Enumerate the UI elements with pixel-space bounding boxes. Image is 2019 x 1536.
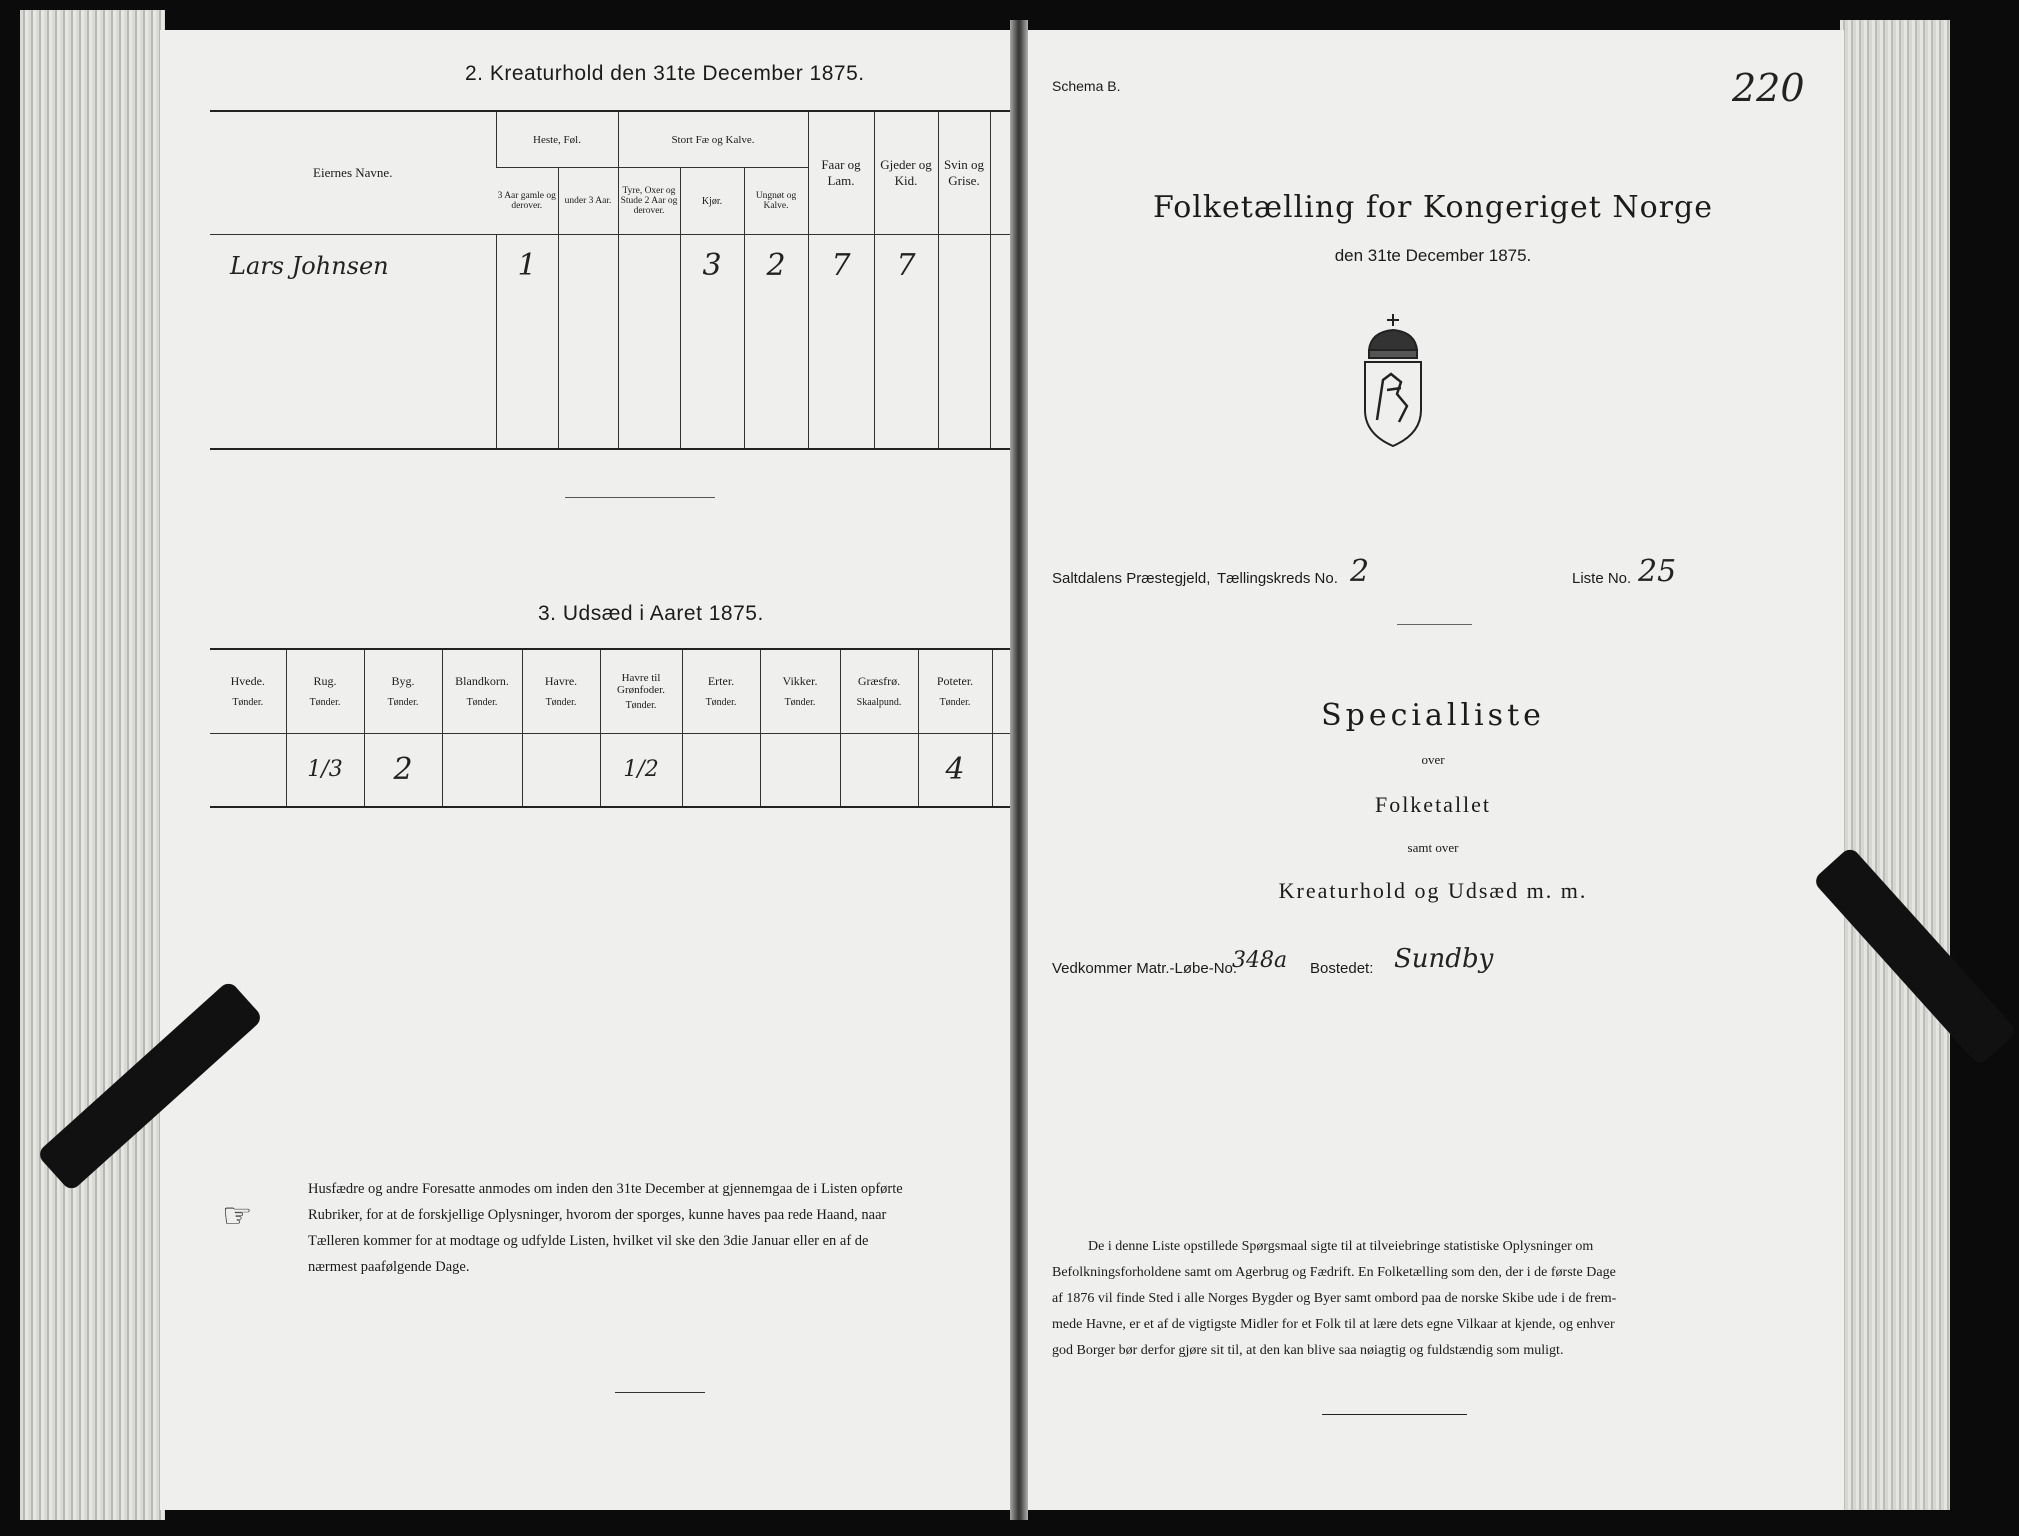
livestock-bottom-rule (210, 448, 1080, 450)
notice-line-1: Husfædre og andre Foresatte anmodes om inden den 31te December at gjennemgaa de i Listen opførte (308, 1181, 903, 1197)
norway-coat-of-arms-icon (1357, 310, 1429, 450)
seed-grass-seed-value (840, 733, 918, 806)
footer-line-3: af 1876 vil finde Sted i alle Norges Bygder og Byer samt ombord paa de norske Skibe ude i de frem- (1052, 1291, 1617, 1306)
footer-line-2: Befolkningsforholdene samt om Agerbrug og Fædrift. En Folketælling som den, der i de første Dage (1052, 1265, 1616, 1280)
col-horses-young: under 3 Aar. (558, 168, 618, 235)
seed-rye-value: 1/3 (286, 733, 364, 806)
schema-label: Schema B. (1052, 78, 1121, 94)
seed-barley-value: 2 (364, 733, 442, 806)
col-horses-old: 3 Aar gamle og derover. (497, 191, 556, 211)
page-number: 220 (1732, 66, 1805, 110)
census-date: den 31te December 1875. (1334, 246, 1532, 265)
livestock-table (210, 112, 1080, 448)
notice-line-4: nærmest paafølgende Dage. (308, 1259, 470, 1275)
liste-label: Liste No. (1572, 570, 1632, 587)
col-pigs: Svin og Grise. (938, 112, 990, 234)
kreaturhold-heading: Kreaturhold og Udsæd m. m. (1278, 878, 1588, 903)
seed-peas-value (682, 733, 760, 806)
footer-line-1: De i denne Liste opstillede Spørgsmaal sigte til at tilveiebringe statistiske Oplysninger om (1088, 1239, 1594, 1254)
seed-potatoes-value: 4 (918, 733, 992, 806)
livestock-young-cattle-value: 2 (744, 234, 808, 296)
livestock-goats-value: 7 (874, 234, 938, 296)
book-gutter (1010, 20, 1028, 1520)
bosted-value: Sundby (1394, 944, 1494, 974)
seed-col-wheat: Hvede. Tønder. (230, 674, 265, 709)
col-goats: Gjeder og Kid. (874, 112, 938, 234)
seed-col-peas: Erter. Tønder. (682, 650, 760, 733)
footer-rule (1322, 1414, 1467, 1415)
bosted-label: Bostedet: (1310, 960, 1374, 977)
end-rule (615, 1392, 705, 1393)
folketallet-heading: Folketallet (1374, 792, 1492, 817)
specialliste-title: Specialliste (1321, 698, 1545, 733)
seed-oats-value (522, 733, 600, 806)
seed-col-oats: Havre. Tønder. (522, 650, 600, 733)
livestock-cows-value: 3 (680, 234, 744, 296)
livestock-owner-value: Lars Johnsen (230, 251, 389, 280)
section-divider (565, 497, 715, 498)
col-cattle-bulls: Tyre, Oxer og Stude 2 Aar og derover. (618, 168, 680, 235)
seed-col-vetch: Vikker. Tønder. (760, 650, 840, 733)
section-3-title: 3. Udsæd i Aaret 1875. (538, 602, 764, 625)
livestock-horses-old-value: 1 (496, 234, 558, 296)
seed-col-rye: Rug. Tønder. (286, 650, 364, 733)
col-horses-group: Heste, Føl. (496, 112, 618, 168)
krets-value: 2 (1350, 554, 1370, 589)
krets-label: Tællingskreds No. (1217, 570, 1338, 587)
prestegjeld-label: Saltdalens Præstegjeld, (1052, 570, 1211, 587)
livestock-pigs-value (938, 234, 990, 296)
seed-bottom-rule (210, 806, 1080, 808)
section-2-title: 2. Kreaturhold den 31te December 1875. (465, 62, 865, 85)
footer-line-5: god Borger bør derfor gjøre sit til, at den kan blive saa nøiagtig og fuldstændig som muligt. (1052, 1343, 1564, 1358)
matr-label: Vedkommer Matr.-Løbe-No. (1052, 960, 1238, 977)
seed-green-fodder-value: 1/2 (600, 733, 682, 806)
title-divider (1397, 624, 1472, 625)
pointing-hand-icon: ☞ (222, 1198, 253, 1235)
seed-col-mixed-grain: Blandkorn. Tønder. (442, 650, 522, 733)
seed-wheat-value (210, 733, 286, 806)
col-cattle-cows: Kjør. (680, 168, 744, 235)
seed-table (210, 650, 1080, 806)
right-page-edges (1840, 20, 1950, 1510)
livestock-sheep-value: 7 (808, 234, 874, 296)
seed-col-barley: Byg. Tønder. (364, 650, 442, 733)
seed-vetch-value (760, 733, 840, 806)
seed-col-green-fodder-oats: Havre til Grønfoder. Tønder. (600, 650, 682, 733)
notice-line-2: Rubriker, for at de forskjellige Oplysninger, hvorom der sporges, kunne haves paa rede Haand, naar (308, 1207, 887, 1223)
left-page (160, 30, 1020, 1510)
right-page (1022, 30, 1844, 1510)
left-page-edges (20, 10, 165, 1520)
livestock-bulls-value (618, 234, 680, 296)
matr-value: 348a (1232, 948, 1288, 973)
footer-text (1052, 1234, 1812, 1364)
livestock-horses-young-value (558, 234, 618, 296)
samt-over-text: samt over (1407, 840, 1459, 855)
seed-mixed-grain-value (442, 733, 522, 806)
col-sheep: Faar og Lam. (808, 112, 874, 234)
notice-line-3: Tælleren kommer for at modtage og udfylde Listen, hvilket vil ske den 3die Januar eller en af de (308, 1233, 869, 1249)
col-owner: Eiernes Navne. (313, 164, 393, 180)
liste-value: 25 (1638, 554, 1677, 589)
over-text-1: over (1421, 752, 1445, 767)
seed-col-potatoes: Poteter. Tønder. (918, 650, 992, 733)
col-cattle-group: Stort Fæ og Kalve. (618, 112, 808, 168)
footer-line-4: mede Havne, er et af de vigtigste Midler for et Folk til at lære dets egne Vilkaar at kjende, og enhver (1052, 1317, 1615, 1332)
seed-col-grass-seed: Græsfrø. Skaalpund. (840, 650, 918, 733)
col-cattle-young: Ungnøt og Kalve. (744, 168, 808, 235)
census-title: Folketælling for Kongeriget Norge (1153, 190, 1713, 225)
